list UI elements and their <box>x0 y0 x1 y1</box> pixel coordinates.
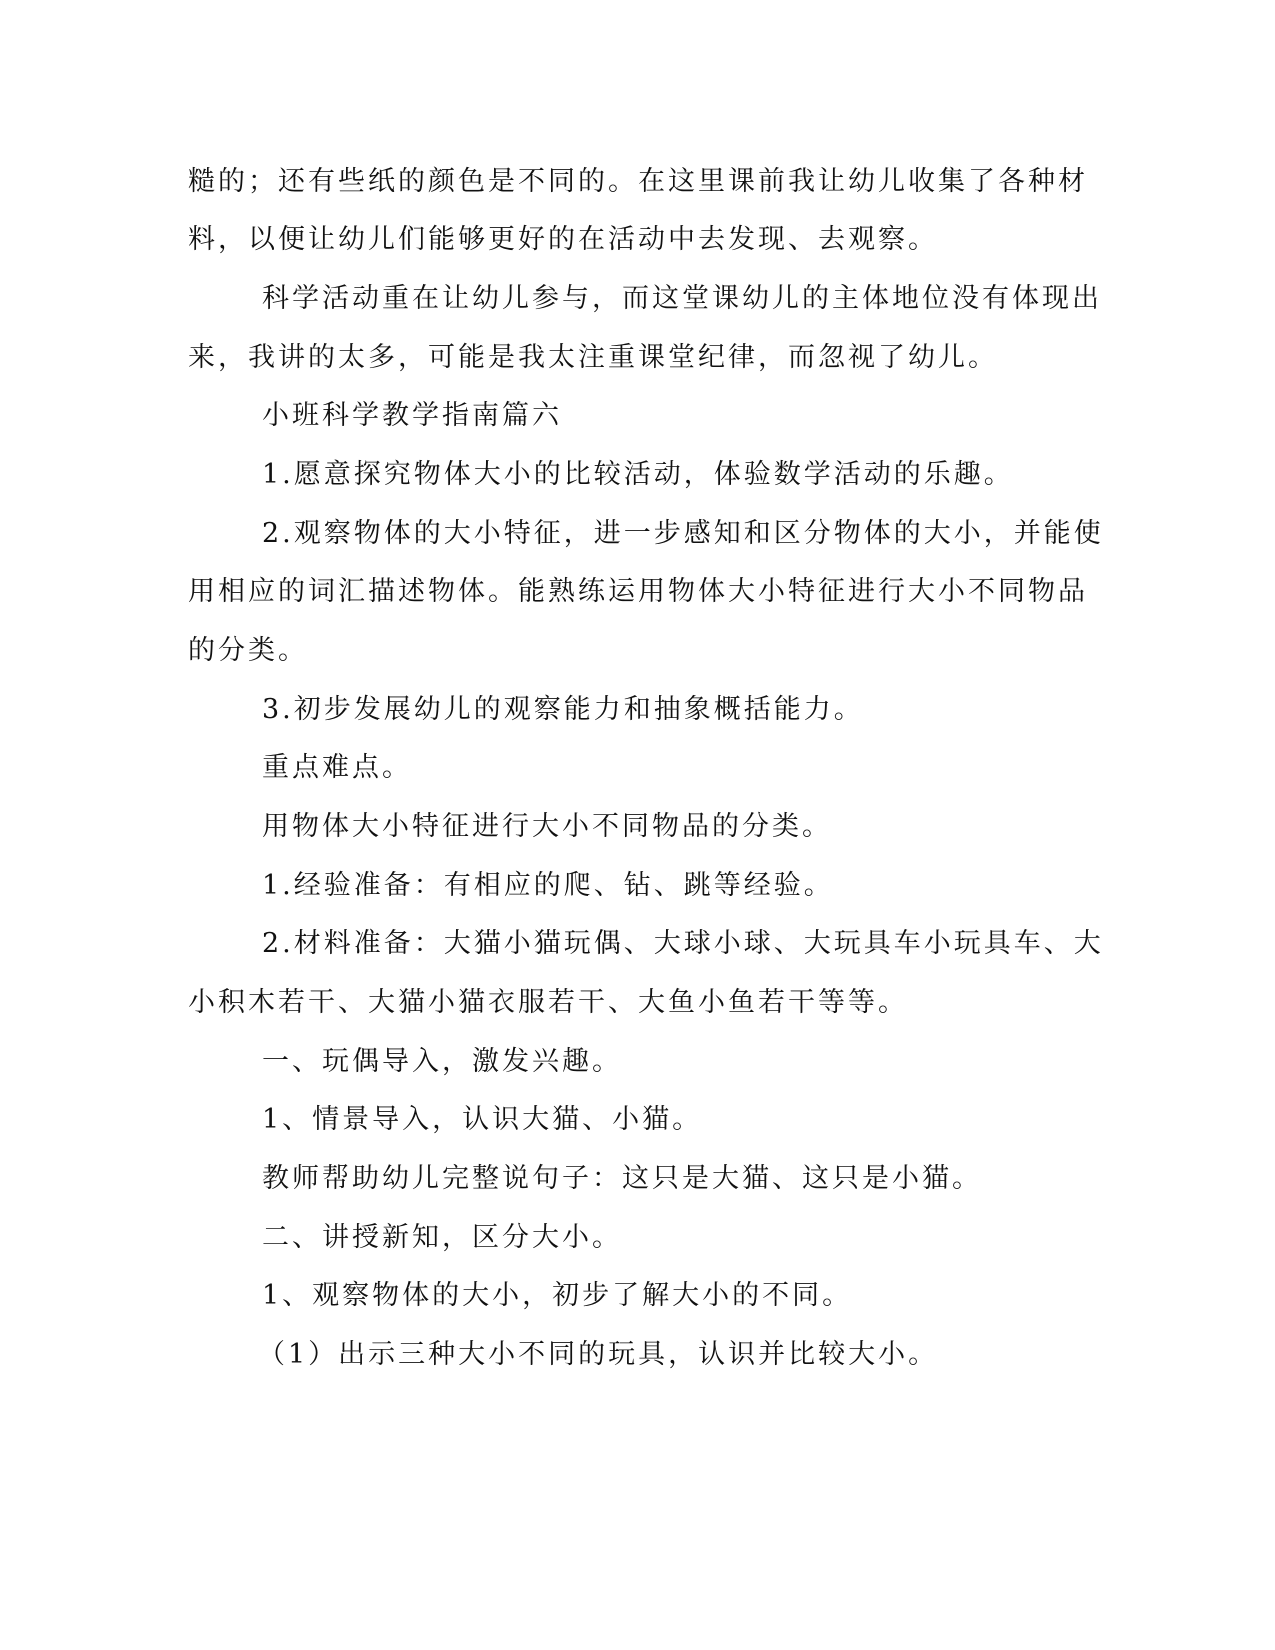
list-item: 1.愿意探究物体大小的比较活动，体验数学活动的乐趣。 <box>262 459 1014 490</box>
list-item: 1、观察物体的大小，初步了解大小的不同。 <box>262 1280 853 1311</box>
text-line: 用相应的词汇描述物体。能熟练运用物体大小特征进行大小不同物品 <box>188 576 1088 607</box>
paragraph-line: 用物体大小特征进行大小不同物品的分类。 <box>262 811 832 842</box>
list-item: 3.初步发展幼儿的观察能力和抽象概括能力。 <box>262 694 864 725</box>
text-line: 小积木若干、大猫小猫衣服若干、大鱼小鱼若干等等。 <box>188 987 908 1018</box>
step-heading: 一、玩偶导入，激发兴趣。 <box>262 1046 622 1077</box>
text-line: 糙的；还有些纸的颜色是不同的。在这里课前我让幼儿收集了各种材 <box>188 166 1088 197</box>
list-item: 1.经验准备：有相应的爬、钻、跳等经验。 <box>262 870 834 901</box>
section-heading: 小班科学教学指南篇六 <box>262 400 562 431</box>
list-item: 1、情景导入，认识大猫、小猫。 <box>262 1104 703 1135</box>
list-item: 2.观察物体的大小特征，进一步感知和区分物体的大小，并能使 <box>262 518 1104 549</box>
text-line: 来，我讲的太多，可能是我太注重课堂纪律，而忽视了幼儿。 <box>188 342 998 373</box>
list-item: （1）出示三种大小不同的玩具，认识并比较大小。 <box>258 1339 939 1370</box>
paragraph-line: 科学活动重在让幼儿参与，而这堂课幼儿的主体地位没有体现出 <box>262 283 1102 314</box>
list-item: 2.材料准备：大猫小猫玩偶、大球小球、大玩具车小玩具车、大 <box>262 928 1104 959</box>
subheading: 重点难点。 <box>262 752 412 783</box>
paragraph-line: 教师帮助幼儿完整说句子：这只是大猫、这只是小猫。 <box>262 1163 982 1194</box>
text-line: 料，以便让幼儿们能够更好的在活动中去发现、去观察。 <box>188 224 938 255</box>
step-heading: 二、讲授新知，区分大小。 <box>262 1222 622 1253</box>
text-line: 的分类。 <box>188 635 308 666</box>
